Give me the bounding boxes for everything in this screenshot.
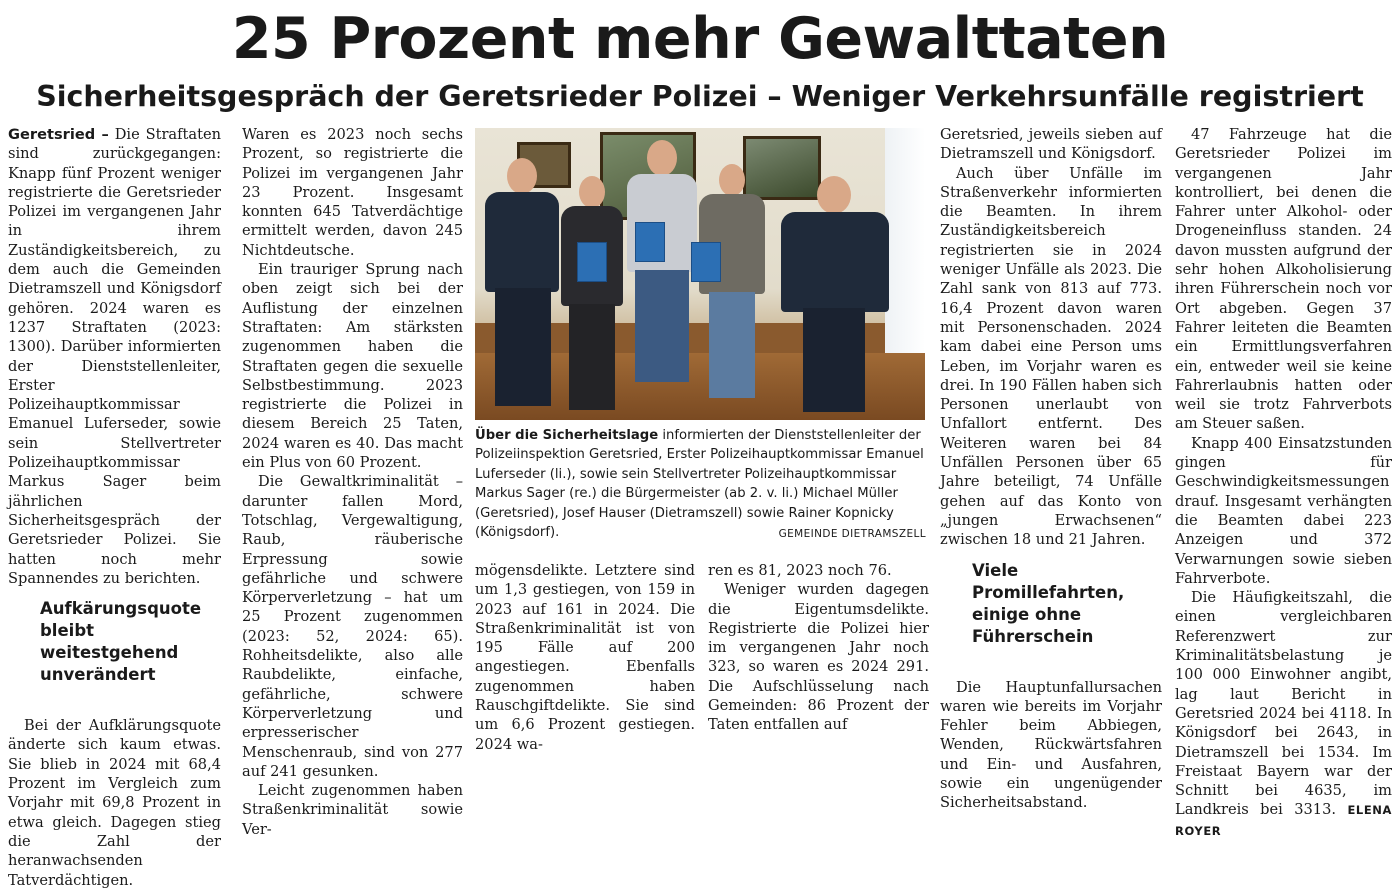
article-photo <box>475 128 925 420</box>
photo-caption <box>475 426 926 544</box>
paragraph: ren es 81, 2023 noch 76. <box>708 562 892 579</box>
paragraph: Bei der Aufklärungsquote änderte sich kaum etwas. Sie blieb in 2024 mit 68,4 Prozent im Vergleich zum Vorjahr mit 69,8 Prozent in etwa gleich. Dagegen stieg die Zahl der heranwachsenden Tatverdächtigen. <box>8 717 221 889</box>
section-subhead: Viele Promillefahrten, einige ohne Führerschein <box>972 560 1125 646</box>
subheadline: Sicherheitsgespräch der Geretsrieder Polizei – Weniger Verkehrsunfälle registriert <box>36 80 1364 113</box>
paragraph: Die Hauptunfallursachen waren wie bereits im Vorjahr Fehler beim Abbiegen, Wenden, Rückwärtsfahren und Ein- und Ausfahren, sowie ein ungenügender Sicherheitsabstand. <box>940 678 1162 812</box>
caption-lead: Über die Sicherheitslage <box>475 428 659 443</box>
paragraph-text: Die Straftaten sind zurückgegangen: Knapp fünf Prozent weniger registrierte die Geretsrieder Polizei im vergangenen Jahr in ihrem Zuständigkeitsbereich, zu dem auch die Gemeinden Dietramszell und Königsdorf gehören. 2024 waren es 1237 Straftaten (2023: 1300). Darüber informierten der Dienststellenleiter, Erster Polizeihauptkommissar Emanuel Luferseder, sowie sein Stellvertreter Polizeihauptkommissar Markus Sager beim jährlichen Sicherheitsgespräch der Geretsrieder Polizei. Sie hatten noch mehr Spannendes zu berichten. <box>8 126 221 587</box>
report-booklet <box>635 222 665 262</box>
paragraph: Leicht zugenommen haben Straßenkriminalität sowie Ver- <box>242 782 463 838</box>
headline: 25 Prozent mehr Gewalttaten <box>231 6 1169 72</box>
paragraph: mögensdelikte. Letztere sind um 1,3 gestiegen, von 159 in 2023 auf 161 in 2024. Die Straßenkriminalität ist von 195 Fälle auf 200 angestiegen. Ebenfalls zugenommen haben Rauschgiftdelikte. Sie sind um 6,6 Prozent gestiegen. 2024 wa- <box>475 562 695 753</box>
article-column-1 <box>8 125 221 889</box>
paragraph <box>1175 588 1392 841</box>
paragraph-text: Die Häufigkeitszahl, die einen vergleichbaren Referenzwert zur Kriminalitätsbelastung je 100 000 Einwohner angibt, lag laut Bericht in Geretsried 2024 bei 4118. In Königsdorf bei 2643, in Dietramszell bei 1534. Im Freistaat Bayern war der Schnitt bei 4635, im Landkreis bei 3313. <box>1175 589 1392 819</box>
paragraph: Waren es 2023 noch sechs Prozent, so registrierte die Polizei im vergangenen Jahr 23 Prozent. Insgesamt konnten 645 Tatverdächtige ermittelt werden, davon 245 Nichtdeutsche. <box>242 126 463 259</box>
paragraph: Ein trauriger Sprung nach oben zeigt sich bei der Auflistung der einzelnen Straftaten: Am stärksten zugenommen haben die Straftaten gegen die sexuelle Selbstbestimmung. 2023 registrierte die Polizei in diesem Bereich 25 Taten, 2024 waren es 40. Das macht ein Plus von 60 Prozent. <box>242 261 463 472</box>
article-column-5 <box>940 125 1162 812</box>
person-mayor-1 <box>557 176 627 426</box>
person-mayor-2 <box>623 140 701 410</box>
article-column-3 <box>475 561 695 753</box>
paragraph: Auch über Unfälle im Straßenverkehr informierten die Beamten. In ihrem Zuständigkeitsbereich registrierten sie in 2024 weniger Unfälle als 2023. Die Zahl sank von 813 auf 773. 16,4 Prozent davon waren mit Personenschaden. 2024 kam dabei eine Person ums Leben, im Vorjahr waren es drei. In 190 Fällen haben sich Personen unerlaubt von Unfallort entfernt. Des Weiteren waren bei 84 Unfällen Personen über 65 Jahre beteiligt, 74 Unfälle gehen auf das Konto von „jungen Erwachsenen“ zwischen 18 und 21 Jahren. <box>940 164 1162 549</box>
paragraph: 47 Fahrzeuge hat die Geretsrieder Polizei im vergangenen Jahr kontrolliert, bei denen die Fahrer unter Alkohol- oder Drogeneinfluss standen. 24 davon mussten aufgrund der sehr hohen Alkoholisierung ihren Führerschein noch vor Ort abgeben. Gegen 37 Fahrer leiteten die Beamten ein Ermittlungsverfahren ein, entweder weil sie keine Fahrerlaubnis hatten oder weil sie trotz Fahrverbots am Steuer saßen. <box>1175 126 1392 433</box>
person-police-officer-right <box>777 176 893 426</box>
paragraph: Knapp 400 Einsatzstunden gingen für Geschwindigkeitsmessungen drauf. Insgesamt verhängten die Beamten dabei 223 Anzeigen und 372 Verwarnungen sowie sieben Fahrverbote. <box>1175 434 1392 587</box>
section-subhead: Aufkärungsquote bleibt weitestgehend unverändert <box>40 599 202 685</box>
paragraph: Die Gewaltkriminalität – darunter fallen Mord, Totschlag, Vergewaltigung, Raub, räuberische Erpressung sowie gefährliche und schwere Körperverletzung – hat um 25 Prozent zugenommen (2023: 52, 2024: 65). Rohheitsdelikte, also alle Raubdelikte, einfache, gefährliche, schwere Körperverletzung und erpresserischer Menschenraub, sind von 277 auf 241 gesunken. <box>242 473 463 780</box>
paragraph <box>8 125 221 588</box>
report-booklet <box>691 242 721 282</box>
photo-credit: GEMEINDE DIETRAMSZELL <box>778 528 926 541</box>
article-column-2 <box>242 125 463 838</box>
person-mayor-3 <box>697 164 767 414</box>
author-byline: ELENA ROYER <box>1175 803 1393 838</box>
paragraph: Weniger wurden dagegen die Eigentumsdelikte. Registrierte die Polizei hier im vergangenen Jahr noch 323, so waren es 2024 291. Die Aufschlüsselung nach Gemeinden: 86 Prozent der Taten entfallen auf <box>708 581 929 734</box>
report-booklet <box>577 242 607 282</box>
article-column-4 <box>708 561 929 734</box>
article-column-6 <box>1175 125 1393 838</box>
dateline: Geretsried – <box>8 126 109 143</box>
paragraph: Geretsried, jeweils sieben auf Dietramszell und Königsdorf. <box>940 126 1162 163</box>
person-police-officer-left <box>477 158 567 418</box>
caption-text: informierten der Dienststellenleiter der Polizeiinspektion Geretsried, Erster Polizeihauptkommissar Emanuel Luferseder (li.), sowie sein Stellvertreter Polizeihauptkommissar Markus Sager (re.) die Bürgermeister (ab 2. v. li.) Michael Müller (Geretsried), Josef Hauser (Dietramszell) sowie Rainer Kopnicky (Königsdorf). <box>475 428 924 541</box>
